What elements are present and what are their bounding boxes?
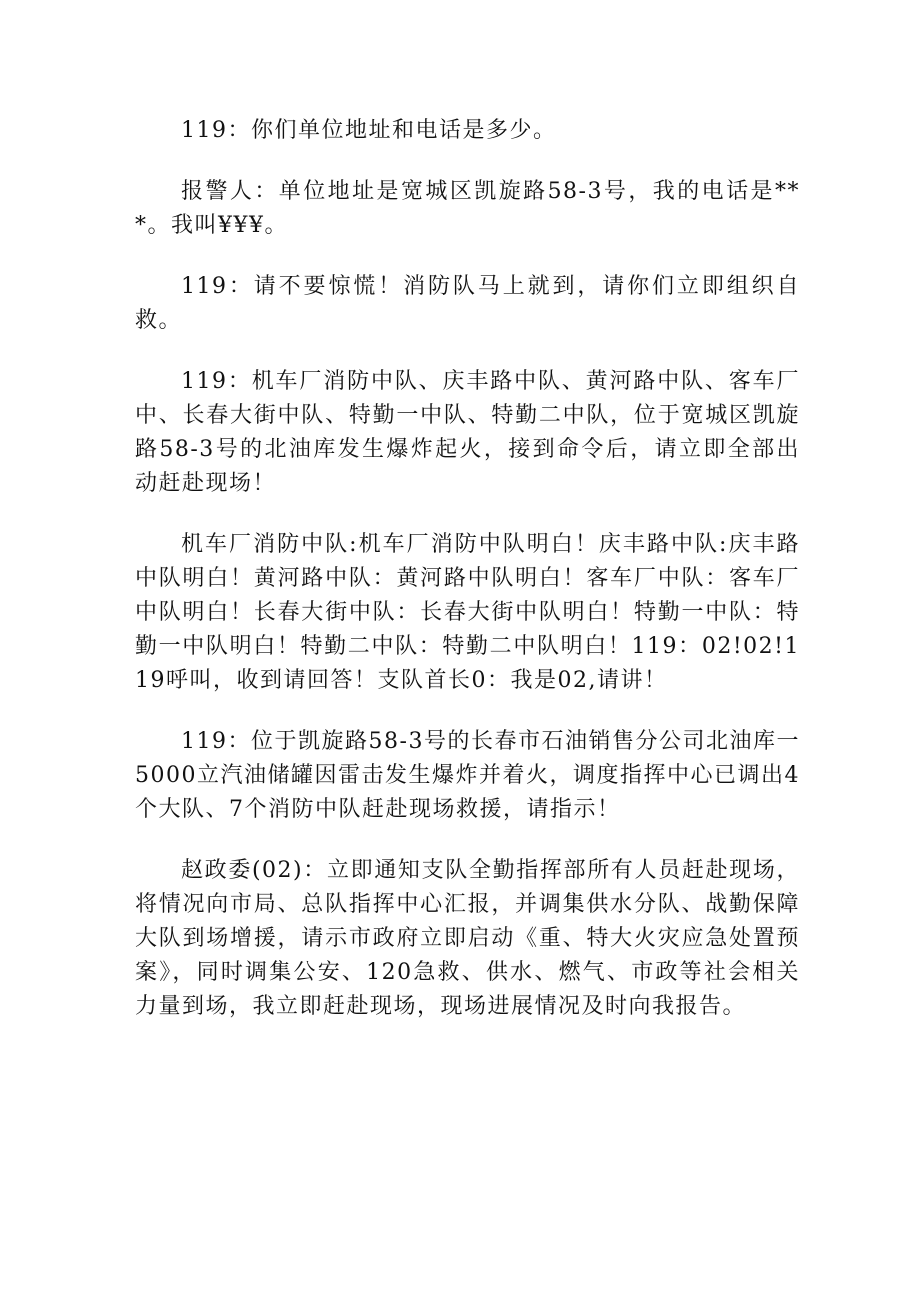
document-body [135, 114, 800, 1051]
paragraph-dispatch-ask-address: 119：你们单位地址和电话是多少。 [181, 118, 557, 143]
paragraph-commissar-instructions: 赵政委(02)：立即通知支队全勤指挥部所有人员赶赴现场，将情况向市局、总队指挥中心汇报，并调集供水分队、战勤保障大队到场增援，请示市政府立即启动《重、特大火灾应急处置预案》，同时调集公安、120急救、供水、燃气、市政等社会相关力量到场，我立即赶赴现场，现场进展情况及时向我报告。 [135, 858, 800, 1019]
paragraph-dispatch-reassure: 119：请不要惊慌！消防队马上就到，请你们立即组织自救。 [135, 274, 800, 333]
paragraph-squad-acknowledgements: 机车厂消防中队:机车厂消防中队明白！庆丰路中队:庆丰路中队明白！黄河路中队：黄河路中队明白！客车厂中队：客车厂中队明白！长春大街中队：长春大街中队明白！特勤一中队：特勤一中队明白！特勤二中队：特勤二中队明白！119：02!02!119呼叫，收到请回答！支队首长0：我是02,请讲！ [135, 532, 800, 693]
paragraph-caller-address: 报警人：单位地址是宽城区凯旋路58-3号，我的电话是***。我叫¥¥¥。 [135, 179, 800, 238]
paragraph-dispatch-order: 119：机车厂消防中队、庆丰路中队、黄河路中队、客车厂中、长春大街中队、特勤一中队、特勤二中队，位于宽城区凯旋路58-3号的北油库发生爆炸起火，接到命令后，请立即全部出动赶赴现场！ [135, 369, 800, 496]
paragraph-dispatch-report: 119：位于凯旋路58-3号的长春市石油销售分公司北油库一5000立汽油储罐因雷击发生爆炸并着火，调度指挥中心已调出4个大队、7个消防中队赶赴现场救援，请指示！ [135, 729, 800, 822]
